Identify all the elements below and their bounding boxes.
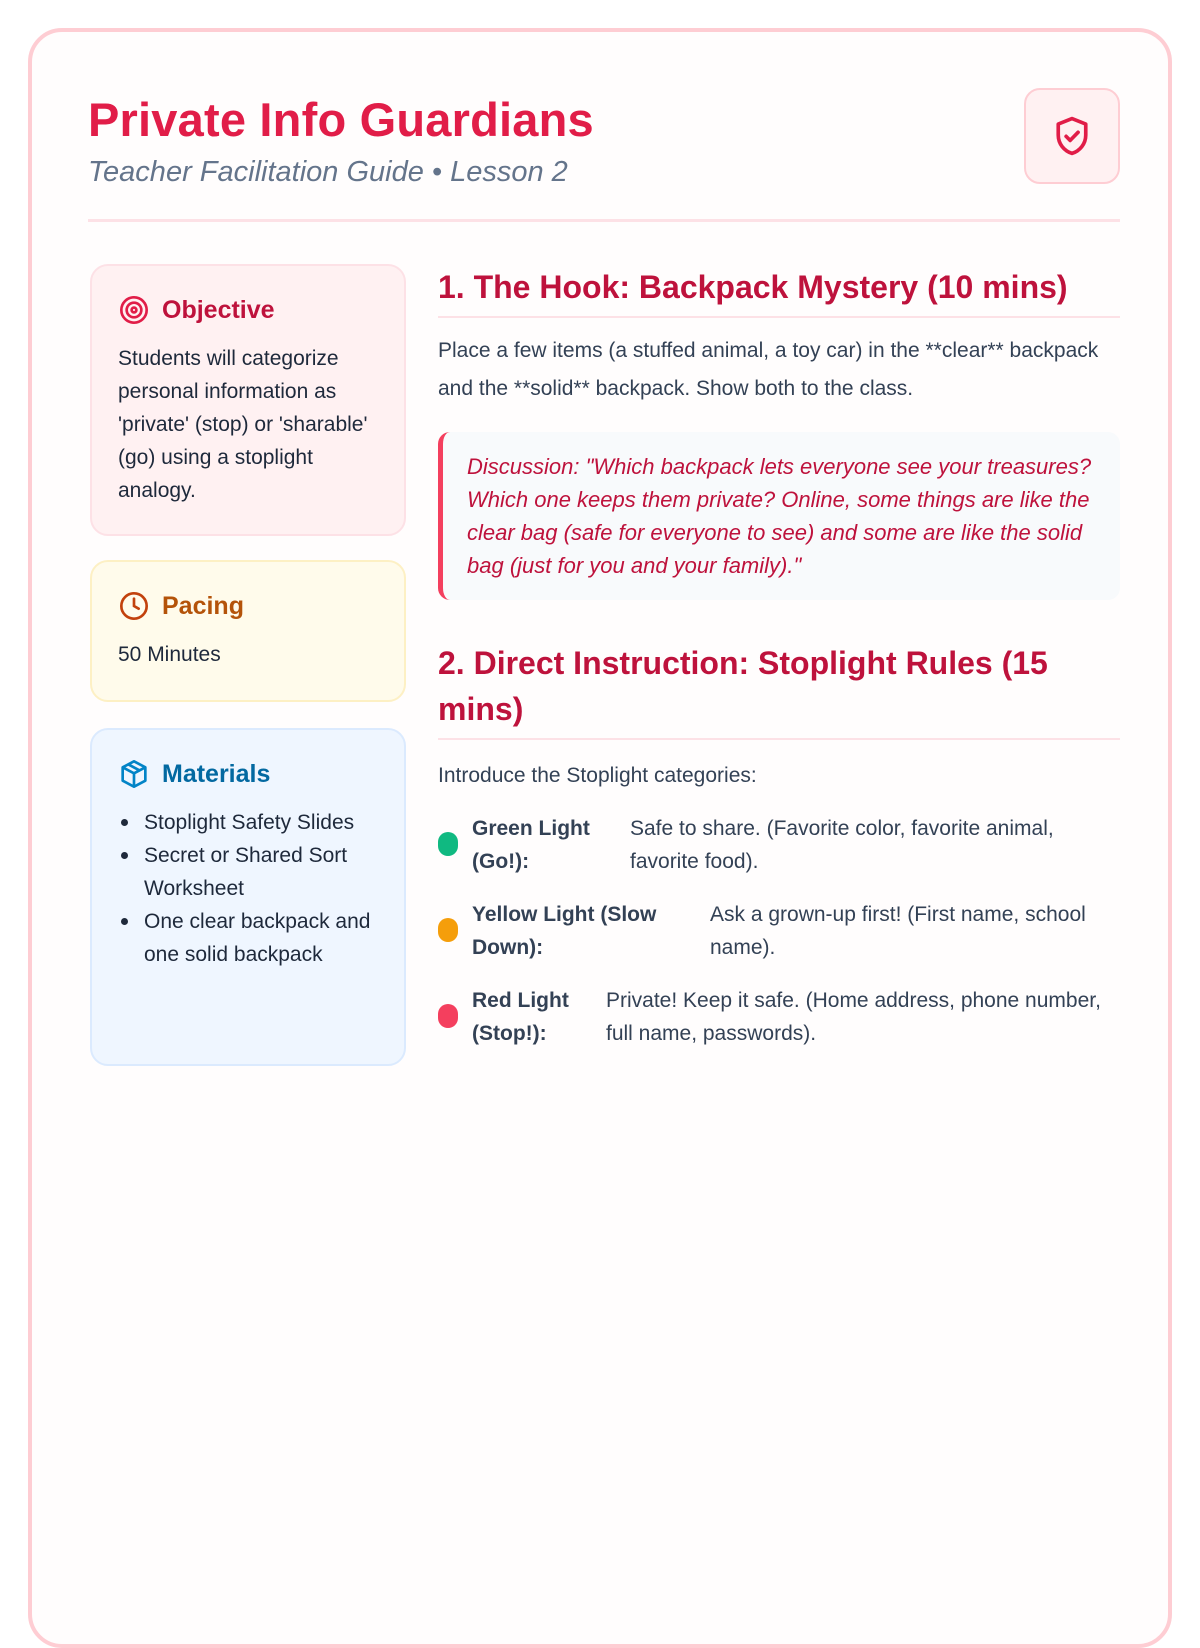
clock-icon bbox=[118, 590, 150, 622]
materials-list bbox=[118, 806, 378, 971]
green-dot bbox=[438, 832, 458, 856]
green-light-desc: Safe to share. (Favorite color, favorite animal, favorite food). bbox=[630, 817, 1054, 873]
list-item: Secret or Shared Sort Worksheet bbox=[118, 839, 378, 905]
green-light-label: Green Light (Go!): bbox=[472, 817, 590, 873]
yellow-light-desc: Ask a grown-up first! (First name, school name). bbox=[710, 903, 1086, 959]
materials-title: Materials bbox=[162, 759, 271, 788]
page-title: Private Info Guardians bbox=[88, 93, 594, 146]
materials-box bbox=[90, 728, 406, 1066]
list-item: One clear backpack and one solid backpack bbox=[118, 905, 378, 971]
pacing-title: Pacing bbox=[162, 591, 244, 620]
box-icon bbox=[118, 758, 150, 790]
pacing-box bbox=[90, 560, 406, 702]
yellow-dot bbox=[438, 918, 458, 942]
lesson-card bbox=[28, 28, 1172, 1648]
objective-text: Students will categorize personal information as 'private' (stop) or 'sharable' (go) using a stoplight analogy. bbox=[118, 347, 368, 502]
pacing-text: 50 Minutes bbox=[118, 643, 221, 666]
hook-heading: 1. The Hook: Backpack Mystery (10 mins) bbox=[438, 264, 1120, 318]
instruction-heading: 2. Direct Instruction: Stoplight Rules (15 mins) bbox=[438, 640, 1120, 740]
green-light-row bbox=[438, 812, 1120, 878]
shield-badge bbox=[1024, 88, 1120, 184]
yellow-light-row bbox=[438, 898, 1120, 964]
objective-title: Objective bbox=[162, 295, 275, 324]
red-light-desc: Private! Keep it safe. (Home address, phone number, full name, passwords). bbox=[606, 989, 1101, 1045]
hook-text: Place a few items (a stuffed animal, a toy car) in the **clear** backpack and the **solid** backpack. Show both to the class. bbox=[438, 339, 1099, 400]
red-dot bbox=[438, 1004, 458, 1028]
list-item: Stoplight Safety Slides bbox=[118, 806, 378, 839]
objective-box bbox=[90, 264, 406, 536]
target-icon bbox=[118, 294, 150, 326]
instruction-intro: Introduce the Stoplight categories: bbox=[438, 764, 757, 787]
page-subtitle: Teacher Facilitation Guide • Lesson 2 bbox=[88, 156, 568, 188]
red-light-label: Red Light (Stop!): bbox=[472, 989, 569, 1045]
header bbox=[88, 88, 1120, 222]
main-content bbox=[438, 264, 1120, 1050]
shield-check-icon bbox=[1050, 114, 1094, 158]
discussion-quote: Discussion: "Which backpack lets everyone see your treasures? Which one keeps them private? Online, some things are like the clear bag (safe for everyone to see) and some are like the solid bag (just for you and your family)." bbox=[438, 432, 1120, 600]
yellow-light-label: Yellow Light (Slow Down): bbox=[472, 903, 657, 959]
red-light-row bbox=[438, 984, 1120, 1050]
